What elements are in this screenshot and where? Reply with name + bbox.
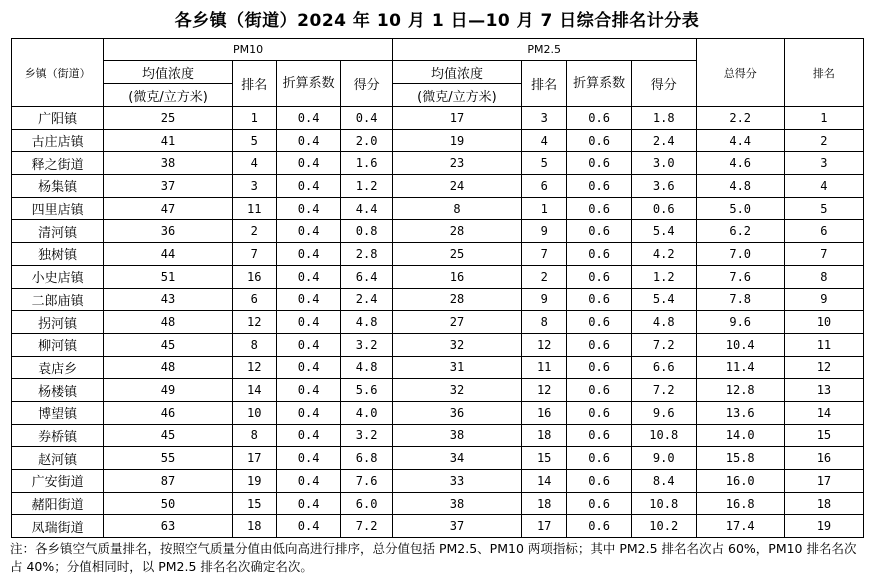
pm10-factor-cell: 0.4 (276, 265, 341, 288)
pm10-avg-cell: 37 (104, 175, 232, 198)
pm25-rank-cell: 6 (522, 175, 567, 198)
town-name-cell: 小史店镇 (12, 265, 104, 288)
pm25-rank-cell: 9 (522, 220, 567, 243)
header-pm10-rank: 排名 (232, 61, 276, 107)
pm25-factor-cell: 0.6 (567, 333, 632, 356)
pm10-score-cell: 4.8 (341, 356, 392, 379)
pm25-rank-cell: 12 (522, 333, 567, 356)
pm10-avg-cell: 46 (104, 401, 232, 424)
town-name-cell: 广安街道 (12, 470, 104, 493)
final-rank-cell: 5 (784, 197, 863, 220)
pm25-rank-cell: 5 (522, 152, 567, 175)
pm10-score-cell: 4.4 (341, 197, 392, 220)
pm25-rank-cell: 18 (522, 492, 567, 515)
town-name-cell: 柳河镇 (12, 333, 104, 356)
town-name-cell: 清河镇 (12, 220, 104, 243)
pm25-avg-cell: 28 (392, 288, 521, 311)
final-rank-cell: 10 (784, 311, 863, 334)
pm25-rank-cell: 16 (522, 401, 567, 424)
pm10-score-cell: 0.8 (341, 220, 392, 243)
pm25-factor-cell: 0.6 (567, 470, 632, 493)
pm10-rank-cell: 14 (232, 379, 276, 402)
header-total-score: 总得分 (696, 39, 784, 107)
pm25-avg-cell: 19 (392, 129, 521, 152)
final-rank-cell: 3 (784, 152, 863, 175)
pm10-factor-cell: 0.4 (276, 333, 341, 356)
final-rank-cell: 15 (784, 424, 863, 447)
pm25-score-cell: 9.0 (631, 447, 696, 470)
pm10-score-cell: 2.8 (341, 243, 392, 266)
pm10-avg-cell: 45 (104, 333, 232, 356)
footnote: 注：各乡镇空气质量排名，按照空气质量分值由低向高进行排序，总分值包括 PM2.5、PM10 两项指标；其中 PM2.5 排名名次占 60%，PM10 排名名次占 40%；分值相同时，以 PM2.5 排名名次确定名次。 (10, 541, 857, 574)
pm10-rank-cell: 7 (232, 243, 276, 266)
pm10-rank-cell: 12 (232, 356, 276, 379)
pm25-rank-cell: 3 (522, 107, 567, 130)
total-score-cell: 4.6 (696, 152, 784, 175)
total-score-cell: 7.0 (696, 243, 784, 266)
final-rank-cell: 17 (784, 470, 863, 493)
total-score-cell: 12.8 (696, 379, 784, 402)
pm10-factor-cell: 0.4 (276, 515, 341, 538)
table-row (12, 470, 864, 493)
pm10-avg-cell: 49 (104, 379, 232, 402)
pm25-score-cell: 7.2 (631, 379, 696, 402)
total-score-cell: 5.0 (696, 197, 784, 220)
header-pm25-unit: (微克/立方米) (392, 84, 521, 107)
pm10-score-cell: 6.4 (341, 265, 392, 288)
table-row (12, 515, 864, 538)
header-pm10-group: PM10 (104, 39, 392, 61)
pm10-factor-cell: 0.4 (276, 243, 341, 266)
total-score-cell: 10.4 (696, 333, 784, 356)
pm25-avg-cell: 27 (392, 311, 521, 334)
pm25-rank-cell: 17 (522, 515, 567, 538)
pm10-factor-cell: 0.4 (276, 107, 341, 130)
total-score-cell: 16.8 (696, 492, 784, 515)
pm25-factor-cell: 0.6 (567, 401, 632, 424)
pm25-factor-cell: 0.6 (567, 492, 632, 515)
total-score-cell: 6.2 (696, 220, 784, 243)
pm25-score-cell: 8.4 (631, 470, 696, 493)
pm25-avg-cell: 16 (392, 265, 521, 288)
town-name-cell: 赭阳街道 (12, 492, 104, 515)
pm25-avg-cell: 24 (392, 175, 521, 198)
pm25-rank-cell: 9 (522, 288, 567, 311)
pm25-avg-cell: 25 (392, 243, 521, 266)
total-score-cell: 2.2 (696, 107, 784, 130)
pm10-factor-cell: 0.4 (276, 197, 341, 220)
town-name-cell: 四里店镇 (12, 197, 104, 220)
pm10-factor-cell: 0.4 (276, 152, 341, 175)
pm25-factor-cell: 0.6 (567, 107, 632, 130)
total-score-cell: 11.4 (696, 356, 784, 379)
pm10-score-cell: 2.0 (341, 129, 392, 152)
pm10-rank-cell: 11 (232, 197, 276, 220)
town-name-cell: 独树镇 (12, 243, 104, 266)
pm10-score-cell: 7.6 (341, 470, 392, 493)
total-score-cell: 7.8 (696, 288, 784, 311)
table-row (12, 175, 864, 198)
pm25-rank-cell: 2 (522, 265, 567, 288)
final-rank-cell: 16 (784, 447, 863, 470)
pm10-avg-cell: 63 (104, 515, 232, 538)
pm25-avg-cell: 17 (392, 107, 521, 130)
pm10-factor-cell: 0.4 (276, 401, 341, 424)
header-pm25-score: 得分 (631, 61, 696, 107)
pm10-factor-cell: 0.4 (276, 175, 341, 198)
table-row (12, 492, 864, 515)
table-body (12, 107, 864, 538)
final-rank-cell: 11 (784, 333, 863, 356)
pm25-score-cell: 10.8 (631, 492, 696, 515)
pm10-avg-cell: 50 (104, 492, 232, 515)
pm25-factor-cell: 0.6 (567, 152, 632, 175)
header-pm25-factor: 折算系数 (567, 61, 632, 107)
total-score-cell: 7.6 (696, 265, 784, 288)
pm10-score-cell: 1.6 (341, 152, 392, 175)
header-pm25-group: PM2.5 (392, 39, 696, 61)
pm10-factor-cell: 0.4 (276, 424, 341, 447)
header-town: 乡镇（街道） (12, 39, 104, 107)
pm25-avg-cell: 34 (392, 447, 521, 470)
town-name-cell: 凤瑞街道 (12, 515, 104, 538)
pm25-score-cell: 1.2 (631, 265, 696, 288)
pm25-score-cell: 1.8 (631, 107, 696, 130)
pm10-score-cell: 3.2 (341, 333, 392, 356)
table-row (12, 152, 864, 175)
pm10-avg-cell: 45 (104, 424, 232, 447)
pm25-factor-cell: 0.6 (567, 243, 632, 266)
pm25-score-cell: 10.8 (631, 424, 696, 447)
table-row (12, 107, 864, 130)
pm10-score-cell: 4.8 (341, 311, 392, 334)
header-pm10-avg: 均值浓度 (104, 61, 232, 84)
final-rank-cell: 1 (784, 107, 863, 130)
pm10-rank-cell: 2 (232, 220, 276, 243)
pm10-avg-cell: 55 (104, 447, 232, 470)
pm25-score-cell: 5.4 (631, 220, 696, 243)
pm10-rank-cell: 4 (232, 152, 276, 175)
total-score-cell: 16.0 (696, 470, 784, 493)
pm25-factor-cell: 0.6 (567, 197, 632, 220)
pm25-score-cell: 6.6 (631, 356, 696, 379)
header-pm10-unit: (微克/立方米) (104, 84, 232, 107)
total-score-cell: 17.4 (696, 515, 784, 538)
header-pm10-score: 得分 (341, 61, 392, 107)
pm25-factor-cell: 0.6 (567, 175, 632, 198)
pm10-factor-cell: 0.4 (276, 311, 341, 334)
pm25-rank-cell: 11 (522, 356, 567, 379)
pm10-factor-cell: 0.4 (276, 220, 341, 243)
pm25-score-cell: 3.6 (631, 175, 696, 198)
pm10-factor-cell: 0.4 (276, 356, 341, 379)
table-row (12, 311, 864, 334)
final-rank-cell: 12 (784, 356, 863, 379)
final-rank-cell: 19 (784, 515, 863, 538)
pm10-score-cell: 7.2 (341, 515, 392, 538)
pm25-factor-cell: 0.6 (567, 447, 632, 470)
pm10-rank-cell: 10 (232, 401, 276, 424)
town-name-cell: 杨集镇 (12, 175, 104, 198)
pm10-rank-cell: 12 (232, 311, 276, 334)
pm10-rank-cell: 17 (232, 447, 276, 470)
pm25-rank-cell: 12 (522, 379, 567, 402)
table-row (12, 243, 864, 266)
pm10-avg-cell: 25 (104, 107, 232, 130)
pm10-score-cell: 6.8 (341, 447, 392, 470)
pm10-rank-cell: 3 (232, 175, 276, 198)
pm10-rank-cell: 15 (232, 492, 276, 515)
pm25-rank-cell: 8 (522, 311, 567, 334)
table-row (12, 220, 864, 243)
pm25-score-cell: 4.2 (631, 243, 696, 266)
total-score-cell: 4.8 (696, 175, 784, 198)
pm25-avg-cell: 8 (392, 197, 521, 220)
ranking-table (11, 38, 864, 538)
pm10-rank-cell: 18 (232, 515, 276, 538)
table-row (12, 197, 864, 220)
town-name-cell: 二郎庙镇 (12, 288, 104, 311)
pm25-avg-cell: 28 (392, 220, 521, 243)
pm10-rank-cell: 19 (232, 470, 276, 493)
town-name-cell: 拐河镇 (12, 311, 104, 334)
final-rank-cell: 4 (784, 175, 863, 198)
pm10-avg-cell: 87 (104, 470, 232, 493)
table-header (12, 39, 864, 107)
pm10-score-cell: 1.2 (341, 175, 392, 198)
table-row (12, 265, 864, 288)
final-rank-cell: 7 (784, 243, 863, 266)
total-score-cell: 15.8 (696, 447, 784, 470)
pm25-factor-cell: 0.6 (567, 220, 632, 243)
pm10-factor-cell: 0.4 (276, 288, 341, 311)
pm10-factor-cell: 0.4 (276, 129, 341, 152)
pm25-rank-cell: 4 (522, 129, 567, 152)
pm10-rank-cell: 5 (232, 129, 276, 152)
pm10-avg-cell: 48 (104, 356, 232, 379)
pm25-avg-cell: 32 (392, 333, 521, 356)
table-row (12, 333, 864, 356)
pm10-rank-cell: 16 (232, 265, 276, 288)
pm10-factor-cell: 0.4 (276, 447, 341, 470)
pm10-avg-cell: 36 (104, 220, 232, 243)
pm25-avg-cell: 32 (392, 379, 521, 402)
pm25-factor-cell: 0.6 (567, 515, 632, 538)
pm25-rank-cell: 1 (522, 197, 567, 220)
final-rank-cell: 13 (784, 379, 863, 402)
pm10-factor-cell: 0.4 (276, 492, 341, 515)
pm25-avg-cell: 23 (392, 152, 521, 175)
pm25-score-cell: 4.8 (631, 311, 696, 334)
pm25-factor-cell: 0.6 (567, 265, 632, 288)
pm25-score-cell: 7.2 (631, 333, 696, 356)
pm10-avg-cell: 38 (104, 152, 232, 175)
pm25-avg-cell: 36 (392, 401, 521, 424)
pm10-factor-cell: 0.4 (276, 379, 341, 402)
pm10-score-cell: 0.4 (341, 107, 392, 130)
page-title: 各乡镇（街道）2024 年 10 月 1 日—10 月 7 日综合排名计分表 (174, 11, 700, 31)
pm25-avg-cell: 38 (392, 492, 521, 515)
pm25-rank-cell: 18 (522, 424, 567, 447)
pm25-score-cell: 5.4 (631, 288, 696, 311)
pm25-score-cell: 9.6 (631, 401, 696, 424)
header-pm25-rank: 排名 (522, 61, 567, 107)
pm25-avg-cell: 38 (392, 424, 521, 447)
table-row (12, 447, 864, 470)
pm10-rank-cell: 8 (232, 424, 276, 447)
pm10-score-cell: 2.4 (341, 288, 392, 311)
total-score-cell: 9.6 (696, 311, 784, 334)
town-name-cell: 袁店乡 (12, 356, 104, 379)
header-pm25-avg: 均值浓度 (392, 61, 521, 84)
pm25-factor-cell: 0.6 (567, 129, 632, 152)
pm25-factor-cell: 0.6 (567, 311, 632, 334)
pm10-factor-cell: 0.4 (276, 470, 341, 493)
town-name-cell: 释之街道 (12, 152, 104, 175)
pm25-avg-cell: 31 (392, 356, 521, 379)
town-name-cell: 博望镇 (12, 401, 104, 424)
pm10-score-cell: 5.6 (341, 379, 392, 402)
table-row (12, 401, 864, 424)
final-rank-cell: 8 (784, 265, 863, 288)
pm10-rank-cell: 1 (232, 107, 276, 130)
pm10-avg-cell: 44 (104, 243, 232, 266)
final-rank-cell: 9 (784, 288, 863, 311)
pm10-rank-cell: 6 (232, 288, 276, 311)
pm10-avg-cell: 47 (104, 197, 232, 220)
pm10-avg-cell: 51 (104, 265, 232, 288)
pm25-score-cell: 10.2 (631, 515, 696, 538)
pm10-score-cell: 3.2 (341, 424, 392, 447)
final-rank-cell: 6 (784, 220, 863, 243)
pm25-rank-cell: 14 (522, 470, 567, 493)
pm10-avg-cell: 48 (104, 311, 232, 334)
pm25-factor-cell: 0.6 (567, 356, 632, 379)
header-final-rank: 排名 (784, 39, 863, 107)
final-rank-cell: 2 (784, 129, 863, 152)
pm25-avg-cell: 37 (392, 515, 521, 538)
pm10-avg-cell: 43 (104, 288, 232, 311)
town-name-cell: 券桥镇 (12, 424, 104, 447)
header-pm10-factor: 折算系数 (276, 61, 341, 107)
total-score-cell: 4.4 (696, 129, 784, 152)
pm10-score-cell: 4.0 (341, 401, 392, 424)
table-row (12, 129, 864, 152)
table-row (12, 424, 864, 447)
table-row (12, 288, 864, 311)
pm25-score-cell: 0.6 (631, 197, 696, 220)
final-rank-cell: 18 (784, 492, 863, 515)
pm25-factor-cell: 0.6 (567, 379, 632, 402)
table-row (12, 379, 864, 402)
table-row (12, 356, 864, 379)
final-rank-cell: 14 (784, 401, 863, 424)
pm25-factor-cell: 0.6 (567, 288, 632, 311)
town-name-cell: 赵河镇 (12, 447, 104, 470)
pm10-avg-cell: 41 (104, 129, 232, 152)
pm10-score-cell: 6.0 (341, 492, 392, 515)
pm25-avg-cell: 33 (392, 470, 521, 493)
pm25-score-cell: 3.0 (631, 152, 696, 175)
total-score-cell: 14.0 (696, 424, 784, 447)
pm10-rank-cell: 8 (232, 333, 276, 356)
pm25-rank-cell: 7 (522, 243, 567, 266)
town-name-cell: 杨楼镇 (12, 379, 104, 402)
town-name-cell: 古庄店镇 (12, 129, 104, 152)
pm25-score-cell: 2.4 (631, 129, 696, 152)
pm25-rank-cell: 15 (522, 447, 567, 470)
pm25-factor-cell: 0.6 (567, 424, 632, 447)
total-score-cell: 13.6 (696, 401, 784, 424)
town-name-cell: 广阳镇 (12, 107, 104, 130)
